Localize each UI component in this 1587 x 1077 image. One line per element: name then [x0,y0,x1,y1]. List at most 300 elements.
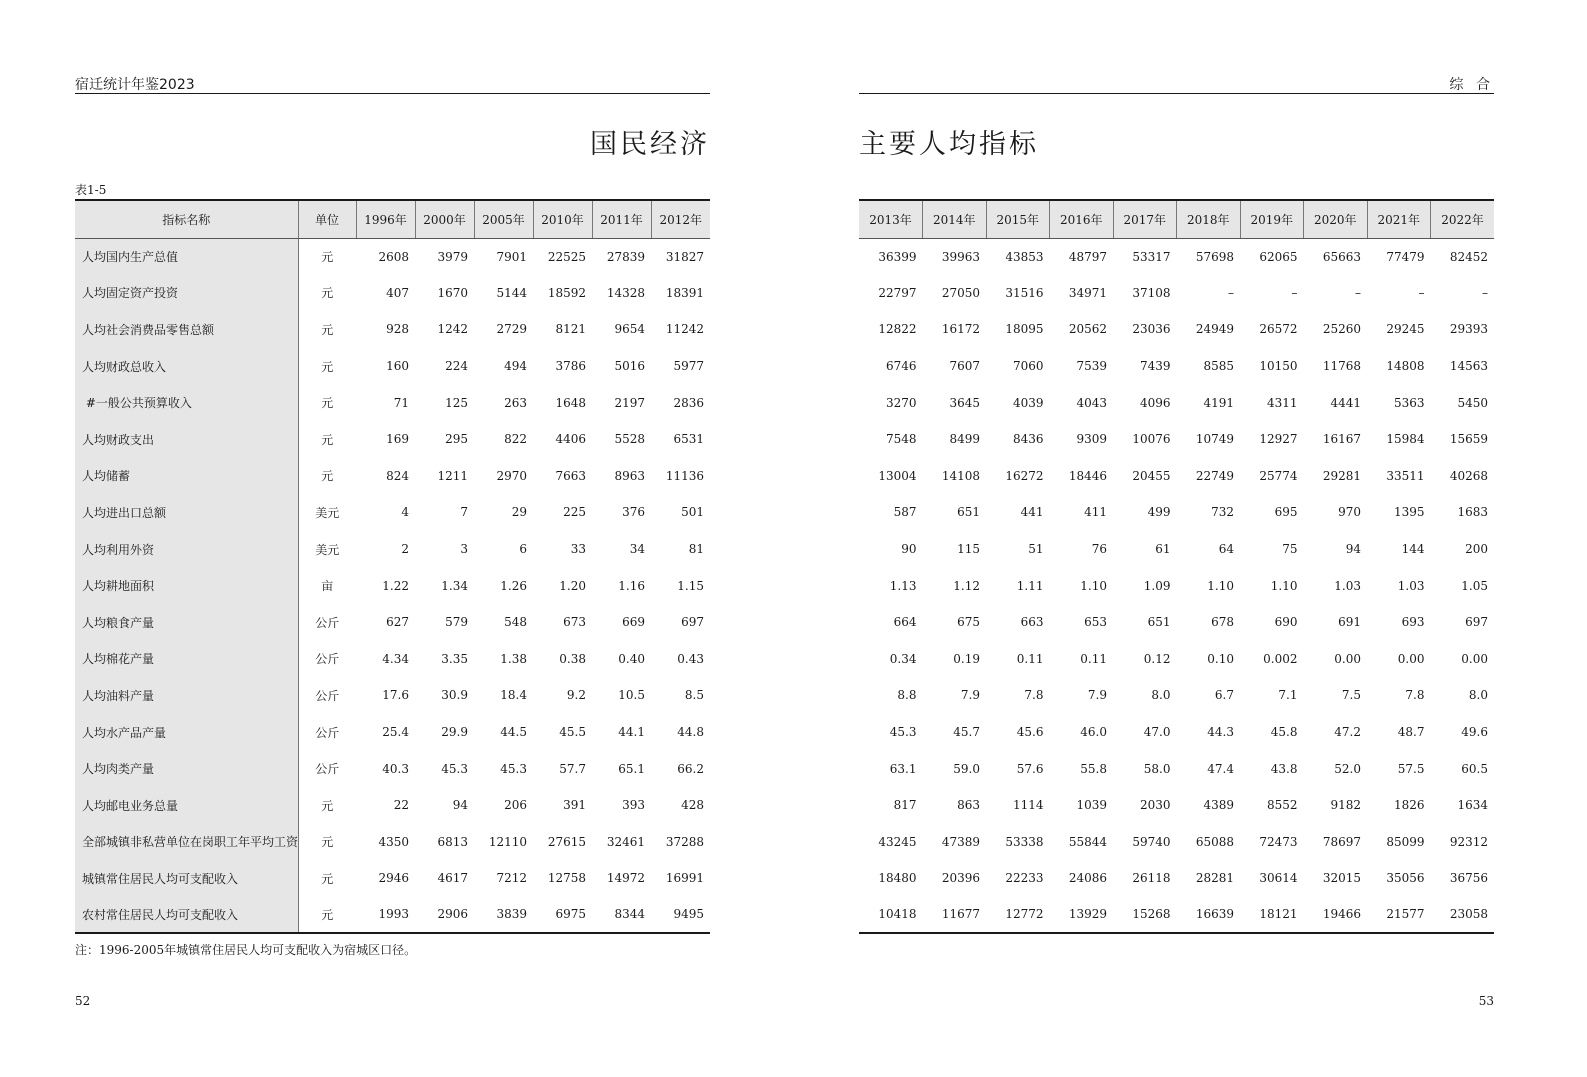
value-cell: 32015 [1322,871,1361,886]
value-cell: 8344 [592,897,651,934]
col-header-year: 2020年 [1304,200,1368,238]
value-cell: 45.6 [1016,725,1044,740]
value-cell: 0.002 [1263,651,1298,666]
value-cell: 22233 [1005,871,1044,886]
value-cell: 44.5 [500,725,527,740]
col-header-name: 指标名称 [75,200,298,238]
indicator-unit: 元 [321,798,334,813]
value-cell: 44.1 [618,725,645,740]
value-cell: 22797 [878,285,917,300]
indicator-name: 人均粮食产量 [75,604,298,641]
value-cell: 6531 [673,432,704,447]
table-row [859,677,1494,714]
value-cell: 548 [504,615,527,630]
value-cell: 47.4 [1207,761,1234,776]
value-cell: 40268 [1449,468,1488,483]
value-cell: 11677 [923,897,987,934]
table-row [75,714,710,751]
value-cell: 47.0 [1143,725,1171,740]
value-cell: 0.00 [1397,651,1425,666]
value-cell: 11768 [1322,359,1361,374]
value-cell: 9309 [1076,432,1107,447]
col-header-year: 2021年 [1367,200,1431,238]
value-cell: 407 [386,285,409,300]
value-cell: 59.0 [953,761,980,776]
value-cell: 4191 [1203,395,1234,410]
value-cell: 0.43 [677,651,704,666]
indicator-unit: 元 [321,250,334,265]
value-cell: 1039 [1076,798,1107,813]
value-cell: 11242 [665,322,704,337]
value-cell: 11136 [665,468,704,483]
indicator-name: 全部城镇非私营单位在岗职工年平均工资 [75,824,298,861]
value-cell: 81 [688,542,704,557]
value-cell: 20455 [1132,468,1171,483]
value-cell: 663 [1020,615,1044,630]
indicator-name: 城镇常住居民人均可支配收入 [75,860,298,897]
value-cell: 678 [1211,615,1234,630]
value-cell: 673 [563,615,586,630]
value-cell: 66.2 [677,761,704,776]
value-cell: 34971 [1068,285,1107,300]
value-cell: 5144 [496,285,527,300]
value-cell: 14972 [606,871,645,886]
header-rule-right [859,93,1494,94]
value-cell: 7 [460,505,468,520]
table-row [75,824,710,861]
value-cell: 675 [957,615,980,630]
value-cell: 393 [622,798,645,813]
value-cell: 10150 [1259,359,1298,374]
indicator-unit: 元 [321,396,334,411]
value-cell: 75 [1282,542,1298,557]
value-cell: 0.10 [1207,651,1234,666]
value-cell: 33 [570,542,586,557]
value-cell: 37108 [1132,285,1171,300]
value-cell: 15984 [1386,432,1425,447]
indicator-unit: 元 [298,897,356,934]
value-cell: 27839 [606,249,645,264]
table-row [75,275,710,312]
table-row [75,458,710,495]
value-cell: – [1418,285,1425,300]
value-cell: 7.9 [960,688,980,703]
value-cell: 22525 [547,249,586,264]
value-cell: 2970 [496,468,527,483]
col-header-year: 2015年 [986,200,1050,238]
value-cell: 13929 [1050,897,1114,934]
value-cell: – [1482,285,1488,300]
value-cell: 1.10 [1207,578,1234,593]
col-header-year: 2011年 [592,200,651,238]
value-cell: 14563 [1449,359,1488,374]
value-cell: 411 [1084,505,1107,520]
table-row [859,458,1494,495]
value-cell: 12927 [1259,432,1298,447]
value-cell: 5977 [673,359,704,374]
value-cell: 10076 [1132,432,1171,447]
value-cell: 45.3 [441,761,468,776]
table-row [859,238,1494,275]
indicator-name: 人均油料产量 [75,677,298,714]
indicator-name: 人均利用外资 [75,531,298,568]
value-cell: 37288 [665,834,704,849]
value-cell: 0.00 [1461,651,1488,666]
value-cell: 4 [401,505,409,520]
value-cell: 48.7 [1397,725,1425,740]
value-cell: 12822 [878,322,917,337]
value-cell: 47.2 [1334,725,1361,740]
value-cell: 693 [1401,615,1425,630]
page-number-left: 52 [75,994,91,1008]
value-cell: 16272 [1005,468,1044,483]
value-cell: 65088 [1195,834,1234,849]
value-cell: 2906 [415,897,474,934]
value-cell: 58.0 [1143,761,1171,776]
indicator-name: 人均邮电业务总量 [75,787,298,824]
value-cell: 61 [1155,542,1171,557]
value-cell: 57.6 [1016,761,1044,776]
value-cell: 7.5 [1341,688,1361,703]
value-cell: 8436 [1012,432,1044,447]
value-cell: 16991 [665,871,704,886]
value-cell: 4350 [378,834,409,849]
indicator-name: 人均国内生产总值 [75,238,298,275]
value-cell: 8.0 [1468,688,1488,703]
value-cell: 4406 [555,432,586,447]
indicator-unit: 元 [321,871,334,886]
value-cell: 1.20 [559,578,586,593]
value-cell: 55.8 [1080,761,1107,776]
value-cell: 1648 [555,395,586,410]
col-header-year: 2012年 [651,200,710,238]
indicator-unit: 元 [321,359,334,374]
indicator-unit: 元 [321,835,334,850]
value-cell: 1.16 [618,578,645,593]
value-cell: 6813 [437,834,468,849]
value-cell: 31516 [1005,285,1044,300]
value-cell: 1670 [437,285,468,300]
value-cell: 695 [1274,505,1298,520]
value-cell: 30.9 [441,688,468,703]
value-cell: 2836 [673,395,704,410]
value-cell: 57.7 [559,761,586,776]
value-cell: 1.38 [500,651,527,666]
value-cell: 64 [1218,542,1234,557]
value-cell: 1993 [356,897,415,934]
value-cell: 225 [563,505,586,520]
indicator-name: 人均财政总收入 [75,348,298,385]
value-cell: 8585 [1203,359,1234,374]
value-cell: 651 [957,505,980,520]
value-cell: 26572 [1259,322,1298,337]
value-cell: 39963 [941,249,980,264]
value-cell: 78697 [1322,834,1361,849]
value-cell: 9182 [1330,798,1361,813]
value-cell: 22749 [1195,468,1234,483]
col-header-year: 2014年 [923,200,987,238]
value-cell: 7.8 [1024,688,1044,703]
value-cell: 1.12 [953,578,980,593]
value-cell: 43853 [1005,249,1044,264]
value-cell: 45.5 [559,725,586,740]
value-cell: 82452 [1449,249,1488,264]
value-cell: 169 [386,432,409,447]
value-cell: 27050 [941,285,980,300]
value-cell: 5450 [1457,395,1488,410]
value-cell: 60.5 [1461,761,1488,776]
value-cell: 23058 [1431,897,1495,934]
value-cell: 817 [893,798,917,813]
value-cell: 4441 [1330,395,1361,410]
col-header-year: 2019年 [1240,200,1304,238]
table-row [859,275,1494,312]
table-row [859,787,1494,824]
value-cell: 428 [681,798,704,813]
value-cell: 59740 [1132,834,1171,849]
value-cell: 94 [452,798,468,813]
value-cell: 48797 [1068,249,1107,264]
value-cell: 0.19 [953,651,980,666]
value-cell: 16639 [1177,897,1241,934]
yearbook-header: 宿迁统计年鉴2023 [75,77,195,93]
value-cell: 71 [393,395,409,410]
value-cell: 6 [519,542,527,557]
value-cell: 29 [511,505,527,520]
value-cell: 5528 [614,432,645,447]
value-cell: 33511 [1386,468,1425,483]
value-cell: 36756 [1449,871,1488,886]
value-cell: 12758 [547,871,586,886]
value-cell: 62065 [1259,249,1298,264]
value-cell: 7539 [1076,359,1107,374]
value-cell: 45.3 [500,761,527,776]
value-cell: 8552 [1266,798,1298,813]
indicator-name: 人均财政支出 [75,421,298,458]
value-cell: 144 [1401,542,1425,557]
value-cell: 8.8 [897,688,917,703]
value-cell: 1.03 [1397,578,1425,593]
value-cell: 2946 [378,871,409,886]
value-cell: 15659 [1449,432,1488,447]
value-cell: 43.8 [1270,761,1298,776]
value-cell: – [1228,285,1234,300]
value-cell: 7607 [949,359,980,374]
value-cell: 28281 [1195,871,1234,886]
value-cell: 92312 [1449,834,1488,849]
value-cell: 24086 [1068,871,1107,886]
value-cell: 4617 [437,871,468,886]
value-cell: 65663 [1322,249,1361,264]
value-cell: 94 [1345,542,1361,557]
value-cell: 2608 [378,249,409,264]
value-cell: 40.3 [382,761,409,776]
value-cell: 206 [504,798,527,813]
value-cell: 5016 [614,359,645,374]
value-cell: 18446 [1068,468,1107,483]
value-cell: 9495 [651,897,710,934]
value-cell: 18480 [878,871,917,886]
indicator-name: 人均棉花产量 [75,641,298,678]
table-row [859,531,1494,568]
value-cell: 8.5 [684,688,704,703]
indicator-table-left [75,199,710,934]
value-cell: 29.9 [441,725,468,740]
value-cell: 1826 [1393,798,1425,813]
value-cell: 125 [445,395,468,410]
value-cell: 200 [1465,542,1488,557]
value-cell: 10418 [859,897,923,934]
table-row [859,860,1494,897]
value-cell: 15268 [1113,897,1177,934]
value-cell: 17.6 [382,688,409,703]
value-cell: 0.12 [1143,651,1171,666]
value-cell: 77479 [1386,249,1425,264]
indicator-name: 人均肉类产量 [75,750,298,787]
value-cell: 44.8 [677,725,704,740]
indicator-name: 人均水产品产量 [75,714,298,751]
value-cell: 1634 [1457,798,1488,813]
indicator-name: 人均储蓄 [75,458,298,495]
value-cell: 18.4 [500,688,527,703]
value-cell: 49.6 [1461,725,1488,740]
indicator-table-right [859,199,1494,934]
value-cell: 3 [460,542,468,557]
value-cell: 4096 [1139,395,1171,410]
value-cell: 27615 [547,834,586,849]
indicator-unit: 公斤 [315,725,340,740]
value-cell: – [1355,285,1361,300]
value-cell: 1.22 [382,578,409,593]
table-row [859,897,1494,934]
value-cell: 494 [504,359,527,374]
value-cell: 1.13 [889,578,917,593]
value-cell: 1.15 [677,578,704,593]
value-cell: 3.35 [441,651,468,666]
section-title-left: 国民经济 [590,129,710,160]
value-cell: 6.7 [1214,688,1234,703]
value-cell: 29393 [1449,322,1488,337]
value-cell: 376 [622,505,645,520]
value-cell: 7548 [885,432,917,447]
value-cell: 45.3 [889,725,917,740]
indicator-unit: 元 [321,469,334,484]
value-cell: 51 [1028,542,1044,557]
indicator-unit: 亩 [321,579,334,594]
table-row [75,787,710,824]
value-cell: 3645 [949,395,980,410]
value-cell: 29245 [1386,322,1425,337]
value-cell: 72473 [1259,834,1298,849]
value-cell: 63.1 [889,761,917,776]
section-title-right: 主要人均指标 [859,129,1039,160]
value-cell: 501 [681,505,704,520]
table-row [859,384,1494,421]
value-cell: 52.0 [1334,761,1361,776]
value-cell: 669 [622,615,645,630]
value-cell: 653 [1084,615,1107,630]
table-row [859,348,1494,385]
value-cell: 47389 [941,834,980,849]
value-cell: 0.38 [559,651,586,666]
indicator-name: #一般公共预算收入 [75,384,298,421]
value-cell: 6746 [885,359,917,374]
table-row [75,860,710,897]
value-cell: 6975 [533,897,592,934]
value-cell: 20396 [941,871,980,886]
col-header-year: 2017年 [1113,200,1177,238]
value-cell: 19466 [1304,897,1368,934]
table-row [859,824,1494,861]
value-cell: 9.2 [566,688,586,703]
value-cell: 45.7 [953,725,980,740]
value-cell: 1.11 [1016,578,1044,593]
table-row [75,897,710,934]
value-cell: 2 [401,542,409,557]
value-cell: 21577 [1367,897,1431,934]
value-cell: 14328 [606,285,645,300]
value-cell: 29281 [1322,468,1361,483]
value-cell: 664 [893,615,917,630]
value-cell: 391 [563,798,586,813]
value-cell: 34 [629,542,645,557]
value-cell: 8499 [949,432,980,447]
value-cell: 43245 [878,834,917,849]
value-cell: 26118 [1132,871,1171,886]
col-header-year: 2013年 [859,200,923,238]
value-cell: 115 [957,542,980,557]
value-cell: 8.0 [1151,688,1171,703]
value-cell: 57698 [1195,249,1234,264]
indicator-name: 农村常住居民人均可支配收入 [75,897,298,934]
value-cell: 36399 [878,249,917,264]
value-cell: 53317 [1132,249,1171,264]
value-cell: 25.4 [382,725,409,740]
value-cell: 928 [386,322,409,337]
value-cell: 16167 [1322,432,1361,447]
value-cell: 12110 [488,834,527,849]
value-cell: 1.10 [1270,578,1298,593]
value-cell: 587 [893,505,917,520]
col-header-year: 2010年 [533,200,592,238]
value-cell: 0.40 [618,651,645,666]
value-cell: 44.3 [1207,725,1234,740]
header-rule-left [75,93,710,94]
value-cell: – [1291,285,1298,300]
value-cell: 32461 [606,834,645,849]
table-row [859,750,1494,787]
value-cell: 30614 [1259,871,1298,886]
indicator-unit: 公斤 [315,688,340,703]
value-cell: 24949 [1195,322,1234,337]
value-cell: 1.34 [441,578,468,593]
value-cell: 4039 [1012,395,1044,410]
value-cell: 0.11 [1016,651,1044,666]
value-cell: 7.8 [1405,688,1425,703]
value-cell: 31827 [665,249,704,264]
value-cell: 822 [504,432,527,447]
table-row [75,348,710,385]
value-cell: 224 [445,359,468,374]
col-header-year: 2018年 [1177,200,1241,238]
value-cell: 65.1 [618,761,645,776]
value-cell: 18121 [1240,897,1304,934]
indicator-unit: 公斤 [315,762,340,777]
table-row [75,494,710,531]
table-header-row [75,200,710,238]
value-cell: 2197 [614,395,645,410]
indicator-unit: 公斤 [315,615,340,630]
